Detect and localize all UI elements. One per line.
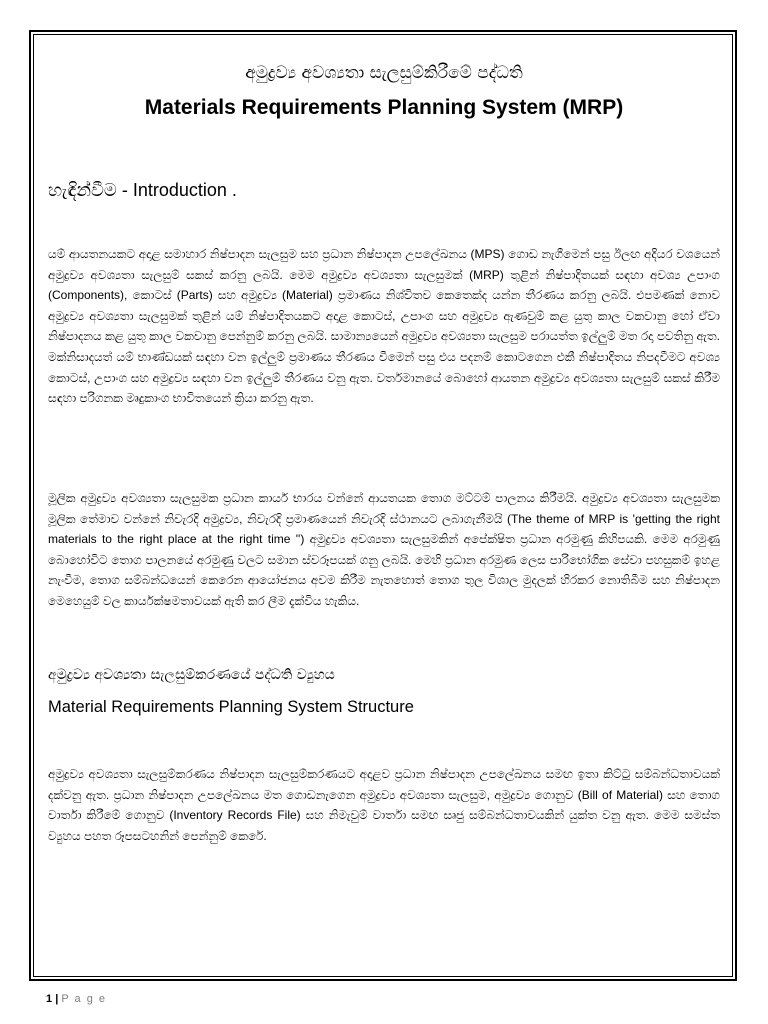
title-english: Materials Requirements Planning System (MRP) xyxy=(144,96,624,119)
title-sinhala: අමුද්‍රව්‍ය අවශ්‍යතා සැලසුම්කිරීමේ පද්ධති xyxy=(245,63,523,83)
page-footer xyxy=(46,992,107,1006)
page-label: P a g e xyxy=(61,993,107,1005)
page-number: 1 xyxy=(46,993,53,1005)
structure-heading-english: Material Requirements Planning System Structure xyxy=(48,698,414,716)
introduction-heading: හැඳින්වීම - Introduction . xyxy=(48,180,237,200)
paragraph-structure: අමුද්‍රව්‍ය අවශ්‍යතා සැලසුම්කරණය නිෂ්පාදන සැලසුම්කරණයට අදාළව ප්‍රධාන නිෂ්පාදන උපලේඛනය සමඟ ඉතා කිට්ටු සම්බන්ධතාවයක් දක්වනු ඇත. ප්‍රධාන නිෂ්පාදන උපලේඛනය මත ගොඩනැගෙන අමුද්‍රව්‍ය අවශ්‍යතා සැලසුම, අමුද්‍රව්‍ය ගොනුව (Bill of Material) සහ තොග වාර්තා කිරීමේ ගොනුව (Inventory Records File) සහ නිමැවුම් වාර්තා සමඟ සෘජු සම්බන්ධතාවයකින් යුක්ත වනු ඇත. මෙම සමස්ත ව්‍යුහය පහත රූපසටහනින් පෙන්නුම් කෙරේ. xyxy=(48,767,720,843)
structure-heading-sinhala: අමුද්‍රව්‍ය අවශ්‍යතා සැලසුම්කරණයේ පද්ධති ව්‍යුහය xyxy=(48,667,335,683)
paragraph-introduction: යම් ආයතනයකට අදාළ සමාහාර නිෂ්පාදන සැලසුම සහ ප්‍රධාන නිෂ්පාදන උපලේඛනය (MPS) ගොඩ නැගීමෙන් පසු ඊලඟ අදියර වශයෙන් අමුද්‍රව්‍ය අවශ්‍යතා සැලසුම් සකස් කරනු ලබයි. මෙම අමුද්‍රව්‍ය අවශ්‍යතා සැලසුමක් (MRP) තුළින් නිෂ්පාදිතයක් සඳහා අවශ්‍ය උපාංග (Components), කොටස් (Parts) සහ අමුද්‍රව්‍ය (Material) ප්‍රමාණය නිශ්චිතව කෙතෙක්ද යන්න තීරණය කරනු ලබයි. එපමණක් නොව අමුද්‍රව්‍ය අවශ්‍යතා සැලසුමක් තුළින් යම් නිෂ්පාදිතයකට අදාළ කොටස්, උපාංග සහ අමුද්‍රව්‍ය ඇණවුම් කළ යුතු කාල වකවානු හෝ ඒවා නිෂ්පාදනය කළ යුතු කාල වකවානු පෙන්නුම් කරනු ලබයි. සාමාන්‍යයෙන් අමුද්‍රව්‍ය අවශ්‍යතා සැලසුම පරායත්ත ඉල්ලුම් මත රදා පවතිනු ඇත. මක්නිසාදයත් යම් භාණ්ඩයක් සඳහා වන ඉල්ලුම් ප්‍රමාණය තීරණය වීමෙන් පසු එය පදනම් කොටගෙන එකී නිෂ්පාදිතය නිපදවීමට අවශ්‍ය කොටස්, උපාංග සහ අමුද්‍රව්‍ය සඳහා වන ඉල්ලුම් තීරණය වනු ඇත. වර්තමානයේ බොහෝ ආයතන අමුද්‍රව්‍ය අවශ්‍යතා සැලසුම් සකස් කිරීම සඳහා පරිගනක මෘදුකාංග භාවිතයෙන් ක්‍රියා කරනු ඇත. xyxy=(48,247,720,406)
footer-separator: | xyxy=(55,993,59,1005)
paragraph-mrp-theme: මූලික අමුද්‍රව්‍ය අවශ්‍යතා සැලසුමක ප්‍රධාන කාර්ය භාරය වන්නේ ආයතයක තොග මට්ටම් පාලනය කිරීමයි. අමුද්‍රව්‍ය අවශ්‍යතා සැලසුමක මූලික තේමාව වන්නේ නිවැරදි අමුද්‍රව්‍ය, නිවැරදි ප්‍රමාණයෙන් නිවැරදි ස්ථානයට ලබාගැනීමයි (The theme of MRP is 'getting the right materials to the right place at the right time '') අමුද්‍රව්‍ය අවශ්‍යතා සැලසුමකින් අපේක්ෂිත ප්‍රධාන අරමුණු කිහිපයකි. මෙම අරමුණු බොහෝවිට තොග පාලනයේ අරමුණු වලට සමාන ස්වරූපයක් ගනු ලබයි. මෙහි ප්‍රධාන අරමුණ ලෙස පාරිභෝගික සේවා පහසුකම් ඉහළ නැංවීම, තොග සම්බන්ධයෙන් කෙරෙන ආයෝජනය අවම කිරීම නැතහොත් තොග තුල විශාල මුදලක් හිරකර නොතිබීම සහ නිෂ්පාදන මෙහෙයුම් වල කාර්යක්ෂමතාවයක් ඇති කර ලීම දැක්විය හැකිය. xyxy=(48,491,720,608)
